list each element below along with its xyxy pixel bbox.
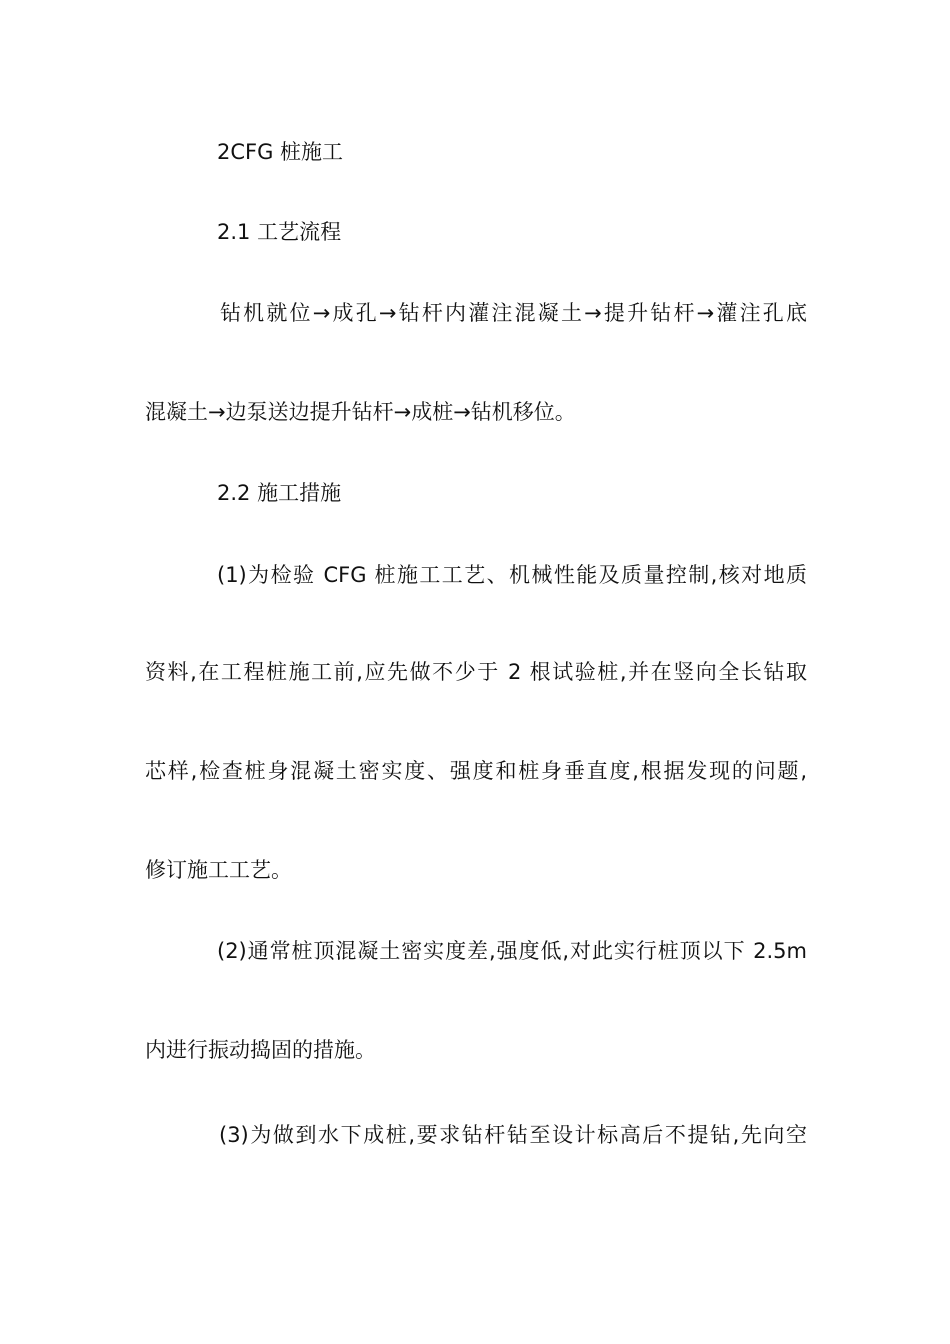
subsection-heading-process: 2.1 工艺流程 bbox=[217, 220, 342, 244]
paragraph-line: 钻机就位→成孔→钻杆内灌注混凝土→提升钻杆→灌注孔底 bbox=[220, 301, 807, 325]
paragraph-line: 混凝土→边泵送边提升钻杆→成桩→钻机移位。 bbox=[145, 400, 576, 424]
section-heading: 2CFG 桩施工 bbox=[217, 140, 344, 164]
paragraph-line: (2)通常桩顶混凝土密实度差,强度低,对此实行桩顶以下 2.5m bbox=[217, 939, 807, 963]
subsection-heading-measures: 2.2 施工措施 bbox=[217, 481, 342, 505]
paragraph-line: (1)为检验 CFG 桩施工工艺、机械性能及质量控制,核对地质 bbox=[217, 563, 807, 587]
paragraph-line: 内进行振动捣固的措施。 bbox=[145, 1038, 376, 1062]
paragraph-line: 修订施工工艺。 bbox=[145, 858, 292, 882]
paragraph-line: (3)为做到水下成桩,要求钻杆钻至设计标高后不提钻,先向空 bbox=[219, 1123, 807, 1147]
paragraph-line: 资料,在工程桩施工前,应先做不少于 2 根试验桩,并在竖向全长钻取 bbox=[145, 660, 807, 684]
paragraph-line: 芯样,检查桩身混凝土密实度、强度和桩身垂直度,根据发现的问题, bbox=[145, 759, 807, 783]
